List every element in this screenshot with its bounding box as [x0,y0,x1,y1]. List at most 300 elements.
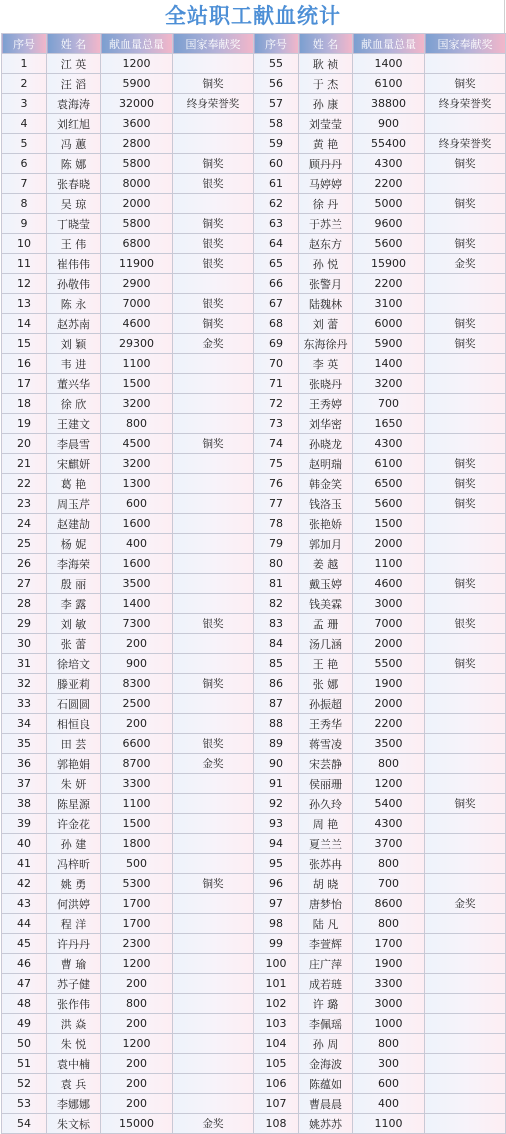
amount-cell[interactable]: 5900 [101,74,173,94]
award-cell[interactable]: 铜奖 [425,454,506,474]
amount-cell[interactable]: 5900 [353,334,425,354]
serial-cell[interactable]: 45 [2,934,47,954]
name-cell[interactable]: 刘红旭 [47,114,101,134]
award-cell[interactable] [173,1074,254,1094]
award-cell[interactable]: 金奖 [425,254,506,274]
name-cell[interactable]: 赵苏南 [47,314,101,334]
amount-cell[interactable]: 2000 [353,694,425,714]
amount-cell[interactable]: 15000 [101,1114,173,1134]
award-cell[interactable]: 铜奖 [173,314,254,334]
name-cell[interactable]: 戴玉婷 [299,574,353,594]
amount-cell[interactable]: 1700 [353,934,425,954]
serial-cell[interactable]: 89 [254,734,299,754]
serial-cell[interactable]: 66 [254,274,299,294]
award-cell[interactable] [425,534,506,554]
award-cell[interactable] [425,914,506,934]
serial-cell[interactable]: 9 [2,214,47,234]
award-cell[interactable] [173,594,254,614]
header-cell[interactable]: 国家奉献奖 [425,34,506,54]
amount-cell[interactable]: 2000 [353,634,425,654]
name-cell[interactable]: 张苏冉 [299,854,353,874]
amount-cell[interactable]: 8700 [101,754,173,774]
award-cell[interactable] [173,554,254,574]
award-cell[interactable] [425,814,506,834]
name-cell[interactable]: 夏兰兰 [299,834,353,854]
name-cell[interactable]: 陈蕴如 [299,1074,353,1094]
amount-cell[interactable]: 4300 [353,814,425,834]
serial-cell[interactable]: 70 [254,354,299,374]
amount-cell[interactable]: 1300 [101,474,173,494]
serial-cell[interactable]: 88 [254,714,299,734]
serial-cell[interactable]: 4 [2,114,47,134]
award-cell[interactable] [173,534,254,554]
amount-cell[interactable]: 1800 [101,834,173,854]
name-cell[interactable]: 朱 悦 [47,1034,101,1054]
name-cell[interactable]: 郭艳娟 [47,754,101,774]
amount-cell[interactable]: 1400 [101,594,173,614]
name-cell[interactable]: 董兴华 [47,374,101,394]
amount-cell[interactable]: 8600 [353,894,425,914]
amount-cell[interactable]: 200 [101,1074,173,1094]
name-cell[interactable]: 崔伟伟 [47,254,101,274]
award-cell[interactable] [425,874,506,894]
award-cell[interactable] [425,1014,506,1034]
serial-cell[interactable]: 63 [254,214,299,234]
serial-cell[interactable]: 22 [2,474,47,494]
award-cell[interactable] [425,294,506,314]
serial-cell[interactable]: 19 [2,414,47,434]
serial-cell[interactable]: 74 [254,434,299,454]
serial-cell[interactable]: 61 [254,174,299,194]
serial-cell[interactable]: 39 [2,814,47,834]
amount-cell[interactable]: 1000 [353,1014,425,1034]
amount-cell[interactable]: 8000 [101,174,173,194]
award-cell[interactable] [425,634,506,654]
serial-cell[interactable]: 57 [254,94,299,114]
award-cell[interactable]: 铜奖 [173,154,254,174]
name-cell[interactable]: 钱美霖 [299,594,353,614]
serial-cell[interactable]: 1 [2,54,47,74]
amount-cell[interactable]: 2800 [101,134,173,154]
award-cell[interactable]: 铜奖 [425,474,506,494]
name-cell[interactable]: 马婷婷 [299,174,353,194]
award-cell[interactable] [173,274,254,294]
name-cell[interactable]: 滕亚莉 [47,674,101,694]
amount-cell[interactable]: 1500 [101,374,173,394]
name-cell[interactable]: 刘华密 [299,414,353,434]
award-cell[interactable] [425,774,506,794]
amount-cell[interactable]: 600 [101,494,173,514]
award-cell[interactable]: 银奖 [425,614,506,634]
award-cell[interactable]: 终身荣誉奖 [173,94,254,114]
serial-cell[interactable]: 58 [254,114,299,134]
serial-cell[interactable]: 53 [2,1094,47,1114]
serial-cell[interactable]: 68 [254,314,299,334]
name-cell[interactable]: 张 蕾 [47,634,101,654]
header-cell[interactable]: 序号 [2,34,47,54]
amount-cell[interactable]: 800 [353,754,425,774]
award-cell[interactable] [425,694,506,714]
serial-cell[interactable]: 85 [254,654,299,674]
serial-cell[interactable]: 84 [254,634,299,654]
amount-cell[interactable]: 700 [353,874,425,894]
serial-cell[interactable]: 31 [2,654,47,674]
serial-cell[interactable]: 6 [2,154,47,174]
award-cell[interactable]: 铜奖 [173,74,254,94]
amount-cell[interactable]: 5500 [353,654,425,674]
serial-cell[interactable]: 90 [254,754,299,774]
name-cell[interactable]: 汤几涵 [299,634,353,654]
award-cell[interactable] [425,1034,506,1054]
award-cell[interactable] [173,894,254,914]
amount-cell[interactable]: 4500 [101,434,173,454]
name-cell[interactable]: 姚苏苏 [299,1114,353,1134]
serial-cell[interactable]: 17 [2,374,47,394]
serial-cell[interactable]: 56 [254,74,299,94]
name-cell[interactable]: 于 杰 [299,74,353,94]
serial-cell[interactable]: 24 [2,514,47,534]
serial-cell[interactable]: 62 [254,194,299,214]
name-cell[interactable]: 唐梦怡 [299,894,353,914]
amount-cell[interactable]: 4300 [353,434,425,454]
name-cell[interactable]: 徐 丹 [299,194,353,214]
award-cell[interactable]: 铜奖 [425,314,506,334]
amount-cell[interactable]: 5800 [101,154,173,174]
serial-cell[interactable]: 106 [254,1074,299,1094]
amount-cell[interactable]: 800 [353,854,425,874]
award-cell[interactable] [173,354,254,374]
name-cell[interactable]: 袁 兵 [47,1074,101,1094]
serial-cell[interactable]: 12 [2,274,47,294]
amount-cell[interactable]: 3200 [101,454,173,474]
award-cell[interactable] [425,994,506,1014]
serial-cell[interactable]: 23 [2,494,47,514]
award-cell[interactable] [425,434,506,454]
name-cell[interactable]: 成若琏 [299,974,353,994]
name-cell[interactable]: 周玉芹 [47,494,101,514]
serial-cell[interactable]: 43 [2,894,47,914]
name-cell[interactable]: 葛 艳 [47,474,101,494]
name-cell[interactable]: 韦 进 [47,354,101,374]
serial-cell[interactable]: 81 [254,574,299,594]
amount-cell[interactable]: 1400 [353,354,425,374]
serial-cell[interactable]: 50 [2,1034,47,1054]
serial-cell[interactable]: 83 [254,614,299,634]
serial-cell[interactable]: 30 [2,634,47,654]
award-cell[interactable] [173,574,254,594]
name-cell[interactable]: 张艳娇 [299,514,353,534]
amount-cell[interactable]: 2200 [353,274,425,294]
amount-cell[interactable]: 5600 [353,234,425,254]
award-cell[interactable] [173,914,254,934]
name-cell[interactable]: 汪 滔 [47,74,101,94]
award-cell[interactable] [425,954,506,974]
serial-cell[interactable]: 100 [254,954,299,974]
serial-cell[interactable]: 38 [2,794,47,814]
name-cell[interactable]: 陆 凡 [299,914,353,934]
award-cell[interactable] [173,714,254,734]
name-cell[interactable]: 东海徐丹 [299,334,353,354]
award-cell[interactable] [173,1014,254,1034]
amount-cell[interactable]: 7000 [353,614,425,634]
serial-cell[interactable]: 32 [2,674,47,694]
award-cell[interactable]: 银奖 [173,234,254,254]
amount-cell[interactable]: 200 [101,1054,173,1074]
award-cell[interactable] [173,854,254,874]
award-cell[interactable] [173,194,254,214]
serial-cell[interactable]: 47 [2,974,47,994]
name-cell[interactable]: 王 艳 [299,654,353,674]
award-cell[interactable] [425,174,506,194]
award-cell[interactable]: 铜奖 [173,674,254,694]
serial-cell[interactable]: 101 [254,974,299,994]
award-cell[interactable] [173,654,254,674]
name-cell[interactable]: 许丹丹 [47,934,101,954]
award-cell[interactable]: 铜奖 [425,794,506,814]
amount-cell[interactable]: 2200 [353,174,425,194]
amount-cell[interactable]: 3300 [101,774,173,794]
amount-cell[interactable]: 3600 [101,114,173,134]
amount-cell[interactable]: 400 [353,1094,425,1114]
header-cell[interactable]: 国家奉献奖 [173,34,254,54]
serial-cell[interactable]: 92 [254,794,299,814]
name-cell[interactable]: 耿 祯 [299,54,353,74]
award-cell[interactable]: 铜奖 [425,494,506,514]
serial-cell[interactable]: 28 [2,594,47,614]
serial-cell[interactable]: 44 [2,914,47,934]
award-cell[interactable] [425,374,506,394]
amount-cell[interactable]: 1200 [101,1034,173,1054]
award-cell[interactable] [173,974,254,994]
name-cell[interactable]: 陆魏林 [299,294,353,314]
serial-cell[interactable]: 34 [2,714,47,734]
amount-cell[interactable]: 2900 [101,274,173,294]
name-cell[interactable]: 田 芸 [47,734,101,754]
serial-cell[interactable]: 107 [254,1094,299,1114]
serial-cell[interactable]: 103 [254,1014,299,1034]
name-cell[interactable]: 刘 敏 [47,614,101,634]
name-cell[interactable]: 孙 康 [299,94,353,114]
award-cell[interactable] [173,114,254,134]
serial-cell[interactable]: 55 [254,54,299,74]
name-cell[interactable]: 许金花 [47,814,101,834]
name-cell[interactable]: 吴 琼 [47,194,101,214]
serial-cell[interactable]: 105 [254,1054,299,1074]
award-cell[interactable] [173,794,254,814]
serial-cell[interactable]: 93 [254,814,299,834]
amount-cell[interactable]: 700 [353,394,425,414]
amount-cell[interactable]: 800 [353,914,425,934]
serial-cell[interactable]: 48 [2,994,47,1014]
award-cell[interactable] [173,1054,254,1074]
name-cell[interactable]: 徐培文 [47,654,101,674]
award-cell[interactable] [425,514,506,534]
name-cell[interactable]: 李 露 [47,594,101,614]
amount-cell[interactable]: 3500 [353,734,425,754]
award-cell[interactable]: 铜奖 [425,194,506,214]
serial-cell[interactable]: 5 [2,134,47,154]
serial-cell[interactable]: 21 [2,454,47,474]
name-cell[interactable]: 于苏兰 [299,214,353,234]
amount-cell[interactable]: 200 [101,1014,173,1034]
award-cell[interactable] [425,594,506,614]
award-cell[interactable]: 金奖 [425,894,506,914]
award-cell[interactable] [425,1054,506,1074]
award-cell[interactable] [173,134,254,154]
serial-cell[interactable]: 29 [2,614,47,634]
serial-cell[interactable]: 2 [2,74,47,94]
name-cell[interactable]: 姜 越 [299,554,353,574]
name-cell[interactable]: 袁中楠 [47,1054,101,1074]
award-cell[interactable] [425,754,506,774]
award-cell[interactable] [425,54,506,74]
amount-cell[interactable]: 3500 [101,574,173,594]
serial-cell[interactable]: 25 [2,534,47,554]
amount-cell[interactable]: 1200 [101,54,173,74]
award-cell[interactable] [425,854,506,874]
name-cell[interactable]: 孙 悦 [299,254,353,274]
award-cell[interactable] [425,214,506,234]
name-cell[interactable]: 孙敬伟 [47,274,101,294]
amount-cell[interactable]: 5000 [353,194,425,214]
award-cell[interactable] [425,274,506,294]
serial-cell[interactable]: 86 [254,674,299,694]
serial-cell[interactable]: 36 [2,754,47,774]
award-cell[interactable] [173,394,254,414]
serial-cell[interactable]: 102 [254,994,299,1014]
amount-cell[interactable]: 1100 [101,794,173,814]
serial-cell[interactable]: 18 [2,394,47,414]
serial-cell[interactable]: 75 [254,454,299,474]
serial-cell[interactable]: 37 [2,774,47,794]
serial-cell[interactable]: 91 [254,774,299,794]
name-cell[interactable]: 孙 周 [299,1034,353,1054]
award-cell[interactable]: 终身荣誉奖 [425,134,506,154]
name-cell[interactable]: 姚 勇 [47,874,101,894]
amount-cell[interactable]: 2000 [353,534,425,554]
serial-cell[interactable]: 65 [254,254,299,274]
amount-cell[interactable]: 3200 [353,374,425,394]
serial-cell[interactable]: 8 [2,194,47,214]
name-cell[interactable]: 朱文标 [47,1114,101,1134]
serial-cell[interactable]: 97 [254,894,299,914]
name-cell[interactable]: 周 艳 [299,814,353,834]
award-cell[interactable] [173,694,254,714]
amount-cell[interactable]: 300 [353,1054,425,1074]
amount-cell[interactable]: 2000 [101,194,173,214]
serial-cell[interactable]: 87 [254,694,299,714]
amount-cell[interactable]: 1100 [353,554,425,574]
name-cell[interactable]: 丁晓莹 [47,214,101,234]
amount-cell[interactable]: 9600 [353,214,425,234]
serial-cell[interactable]: 64 [254,234,299,254]
amount-cell[interactable]: 1200 [353,774,425,794]
amount-cell[interactable]: 900 [101,654,173,674]
award-cell[interactable] [173,1094,254,1114]
award-cell[interactable] [425,674,506,694]
serial-cell[interactable]: 72 [254,394,299,414]
serial-cell[interactable]: 94 [254,834,299,854]
name-cell[interactable]: 陈星源 [47,794,101,814]
award-cell[interactable]: 铜奖 [173,874,254,894]
amount-cell[interactable]: 200 [101,974,173,994]
amount-cell[interactable]: 5400 [353,794,425,814]
serial-cell[interactable]: 77 [254,494,299,514]
amount-cell[interactable]: 3200 [101,394,173,414]
award-cell[interactable] [425,1094,506,1114]
name-cell[interactable]: 程 洋 [47,914,101,934]
amount-cell[interactable]: 55400 [353,134,425,154]
name-cell[interactable]: 刘 颖 [47,334,101,354]
name-cell[interactable]: 张作伟 [47,994,101,1014]
award-cell[interactable] [425,1074,506,1094]
name-cell[interactable]: 郭加月 [299,534,353,554]
award-cell[interactable]: 铜奖 [425,654,506,674]
amount-cell[interactable]: 1900 [353,674,425,694]
amount-cell[interactable]: 3000 [353,594,425,614]
serial-cell[interactable]: 13 [2,294,47,314]
award-cell[interactable] [173,834,254,854]
award-cell[interactable]: 银奖 [173,174,254,194]
amount-cell[interactable]: 7300 [101,614,173,634]
award-cell[interactable]: 铜奖 [425,154,506,174]
award-cell[interactable] [425,974,506,994]
name-cell[interactable]: 陈 娜 [47,154,101,174]
name-cell[interactable]: 王建文 [47,414,101,434]
name-cell[interactable]: 殷 丽 [47,574,101,594]
serial-cell[interactable]: 40 [2,834,47,854]
header-cell[interactable]: 献血量总量 [353,34,425,54]
name-cell[interactable]: 陈 永 [47,294,101,314]
award-cell[interactable]: 银奖 [173,254,254,274]
award-cell[interactable] [425,394,506,414]
serial-cell[interactable]: 51 [2,1054,47,1074]
amount-cell[interactable]: 5600 [353,494,425,514]
award-cell[interactable] [425,554,506,574]
header-cell[interactable]: 献血量总量 [101,34,173,54]
name-cell[interactable]: 李晨雪 [47,434,101,454]
serial-cell[interactable]: 67 [254,294,299,314]
amount-cell[interactable]: 7000 [101,294,173,314]
serial-cell[interactable]: 46 [2,954,47,974]
serial-cell[interactable]: 104 [254,1034,299,1054]
amount-cell[interactable]: 900 [353,114,425,134]
award-cell[interactable] [173,414,254,434]
name-cell[interactable]: 冯梓昕 [47,854,101,874]
award-cell[interactable] [425,354,506,374]
name-cell[interactable]: 赵明瑞 [299,454,353,474]
serial-cell[interactable]: 108 [254,1114,299,1134]
name-cell[interactable]: 李娜娜 [47,1094,101,1114]
amount-cell[interactable]: 1700 [101,914,173,934]
name-cell[interactable]: 赵建劼 [47,514,101,534]
name-cell[interactable]: 许 璐 [299,994,353,1014]
amount-cell[interactable]: 3300 [353,974,425,994]
serial-cell[interactable]: 73 [254,414,299,434]
name-cell[interactable]: 曹 瑜 [47,954,101,974]
award-cell[interactable] [173,994,254,1014]
serial-cell[interactable]: 59 [254,134,299,154]
amount-cell[interactable]: 1650 [353,414,425,434]
name-cell[interactable]: 宋芸静 [299,754,353,774]
amount-cell[interactable]: 5300 [101,874,173,894]
award-cell[interactable] [173,774,254,794]
name-cell[interactable]: 刘莹莹 [299,114,353,134]
award-cell[interactable]: 银奖 [173,294,254,314]
name-cell[interactable]: 苏子健 [47,974,101,994]
amount-cell[interactable]: 4600 [353,574,425,594]
amount-cell[interactable]: 4600 [101,314,173,334]
